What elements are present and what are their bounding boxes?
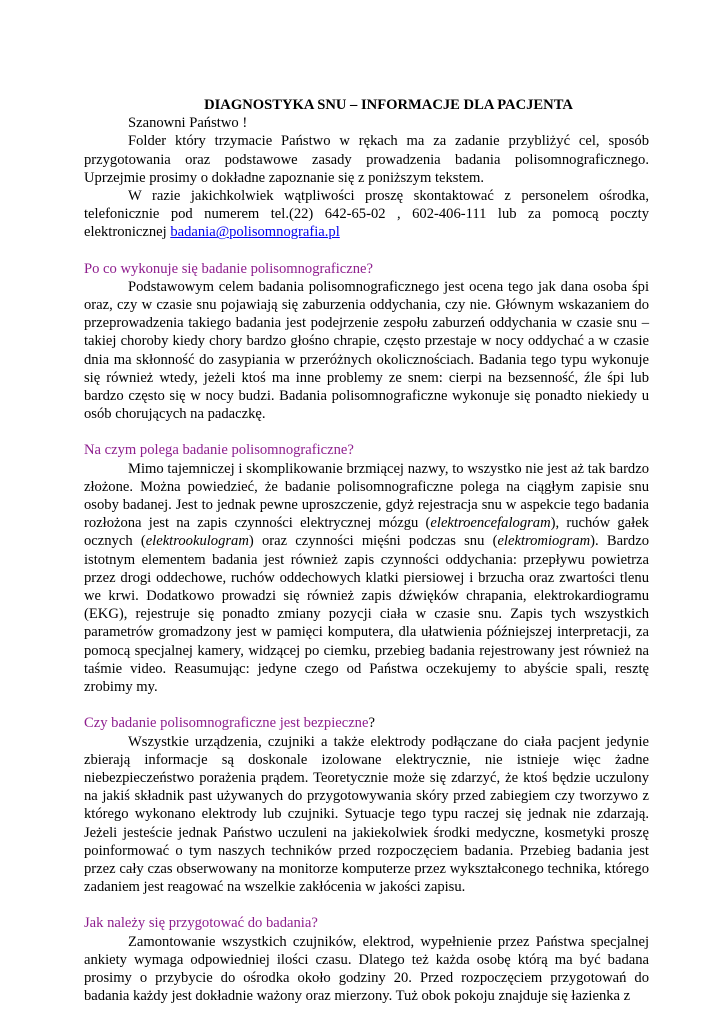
section-heading-procedure: Na czym polega badanie polisomnograficzne? bbox=[84, 442, 354, 459]
contact-text: W razie jakichkolwiek wątpliwości proszę skontaktować z personelem ośrodka, telefonicznie pod numerem tel.(22) 642-65-02 , 602-406-111 lub za pomocą poczty elektronicznej bbox=[84, 188, 649, 241]
term-emg: elektromiogram bbox=[497, 533, 591, 550]
procedure-text-1: Mimo tajemniczej i skomplikowanie brzmiącej nazwy, to wszystko nie jest aż tak bardzo złożone. Można powiedzieć, że badanie polisomnograficzne polega na ciągłym zapisie snu osoby badanej. Jest to jednak pewne uproszczenie, gdyż rejestracja snu w aspekcie tego badania rozłożona jest na zapis czynności elektrycznej mózgu ( bbox=[84, 460, 649, 532]
procedure-text-3: ) oraz czynności mięśni podczas snu ( bbox=[248, 533, 498, 550]
safety-heading-mark: ? bbox=[368, 715, 375, 732]
document-page bbox=[84, 96, 649, 1005]
document-title: DIAGNOSTYKA SNU – INFORMACJE DLA PACJENTA bbox=[204, 97, 573, 113]
section-body-purpose: Podstawowym celem badania polisomnograficznego jest ocena tego jak dana osoba śpi oraz, czy w czasie snu pojawiają się zaburzenia oddychania, czy nie. Głównym wskazaniem do przeprowadzenia takiego badania jest podejrzenie zespołu zaburzeń oddychania w czasie snu – takiej choroby kiedy chory bardzo głośno chrapie, często przestaje w nocy oddychać a w czasie dnia ma skłonność do zasypiania w przeróżnych okolicznościach. Badania tego typu wykonuje się również wtedy, jeżeli ktoś ma inne problemy ze snem: cierpi na bezsenność, źle śpi lub bardzo często się w nocy budzi. Badania polisomnograficzne wykonuje się ponadto niekiedy u osób chorujących na padaczkę. bbox=[84, 278, 649, 423]
procedure-text-2: ), ruchów gałek ocznych ( bbox=[84, 515, 649, 550]
term-eeg: elektroencefalogram bbox=[430, 515, 551, 532]
section-body-procedure bbox=[84, 460, 649, 697]
email-link[interactable]: badania@polisomnografia.pl bbox=[170, 224, 340, 241]
procedure-text-4: ). Bardzo istotnym elementem badania jest również zapis czynności oddychania: przepływu powietrza przez drogi oddechowe, ruchów oddechowych klatki piersiowej i brzucha oraz zwartości tlenu we krwi. Dodatkowo prowadzi się również zapis dźwięków chrapania, elektrokardiogramu (EKG), rejestruje się ponadto zmiany pozycji ciała w czasie snu. Zapis tych wszystkich parametrów gromadzony jest w pamięci komputera, dla ułatwienia późniejszej interpretacji, za pomocą specjalnej kamery, widzącej po ciemku, przebieg badania rejestrowany jest również na taśmie video. Reasumując: jedyne czego od Państwa oczekujemy to abyście spali, resztę zrobimy my. bbox=[84, 533, 649, 696]
section-heading-safety bbox=[84, 714, 649, 732]
section-body-safety: Wszystkie urządzenia, czujniki a także elektrody podłączane do ciała pacjent jedynie zbierają informacje są doskonale izolowane elektrycznie, nie istnieje więc żadne niebezpieczeństwo porażenia prądem. Teoretycznie może się zdarzyć, że ktoś będzie uczulony na jakiś składnik past używanych do przygotowywania skóry przed zabiegiem czy tworzywo z którego wykonano elektrody lub czujniki. Sytuacje tego typu raczej się jednak nie zdarzają. Jeżeli jesteście jednak Państwo uczuleni na jakiekolwiek środki medyczne, kosmetyki proszę poinformować o tym naszych techników przed rozpoczęciem badania. Przebieg badania jest przez cały czas obserwowany na monitorze komputerze przez wykształconego technika, którego zadaniem jest reagować na wszelkie zakłócenia w jakości zapisu. bbox=[84, 733, 649, 896]
section-heading-purpose: Po co wykonuje się badanie polisomnograficzne? bbox=[84, 260, 373, 277]
greeting: Szanowni Państwo ! bbox=[128, 115, 248, 132]
intro-paragraph-2 bbox=[84, 187, 649, 242]
term-eog: elektrookulogram bbox=[145, 533, 249, 550]
section-heading-preparation: Jak należy się przygotować do badania? bbox=[84, 915, 318, 932]
section-body-preparation: Zamontowanie wszystkich czujników, elektrod, wypełnienie przez Państwa specjalnej ankiety wymaga odpowiedniej ilości czasu. Dlatego też każda osobę którą ma być badana prosimy o przybycie do ośrodka około godziny 20. Przed rozpoczęciem przygotowań do badania każdy jest dokładnie ważony oraz mierzony. Tuż obok pokoju znajduje się łazienka z bbox=[84, 933, 649, 1005]
intro-paragraph-1: Folder który trzymacie Państwo w rękach ma za zadanie przybliżyć cel, sposób przygotowania oraz podstawowe zasady prowadzenia badania polisomnograficznego. Uprzejmie prosimy o dokładne zapoznanie się z poniższym tekstem. bbox=[84, 133, 649, 186]
safety-heading-text: Czy badanie polisomnograficzne jest bezpieczne bbox=[84, 715, 369, 732]
